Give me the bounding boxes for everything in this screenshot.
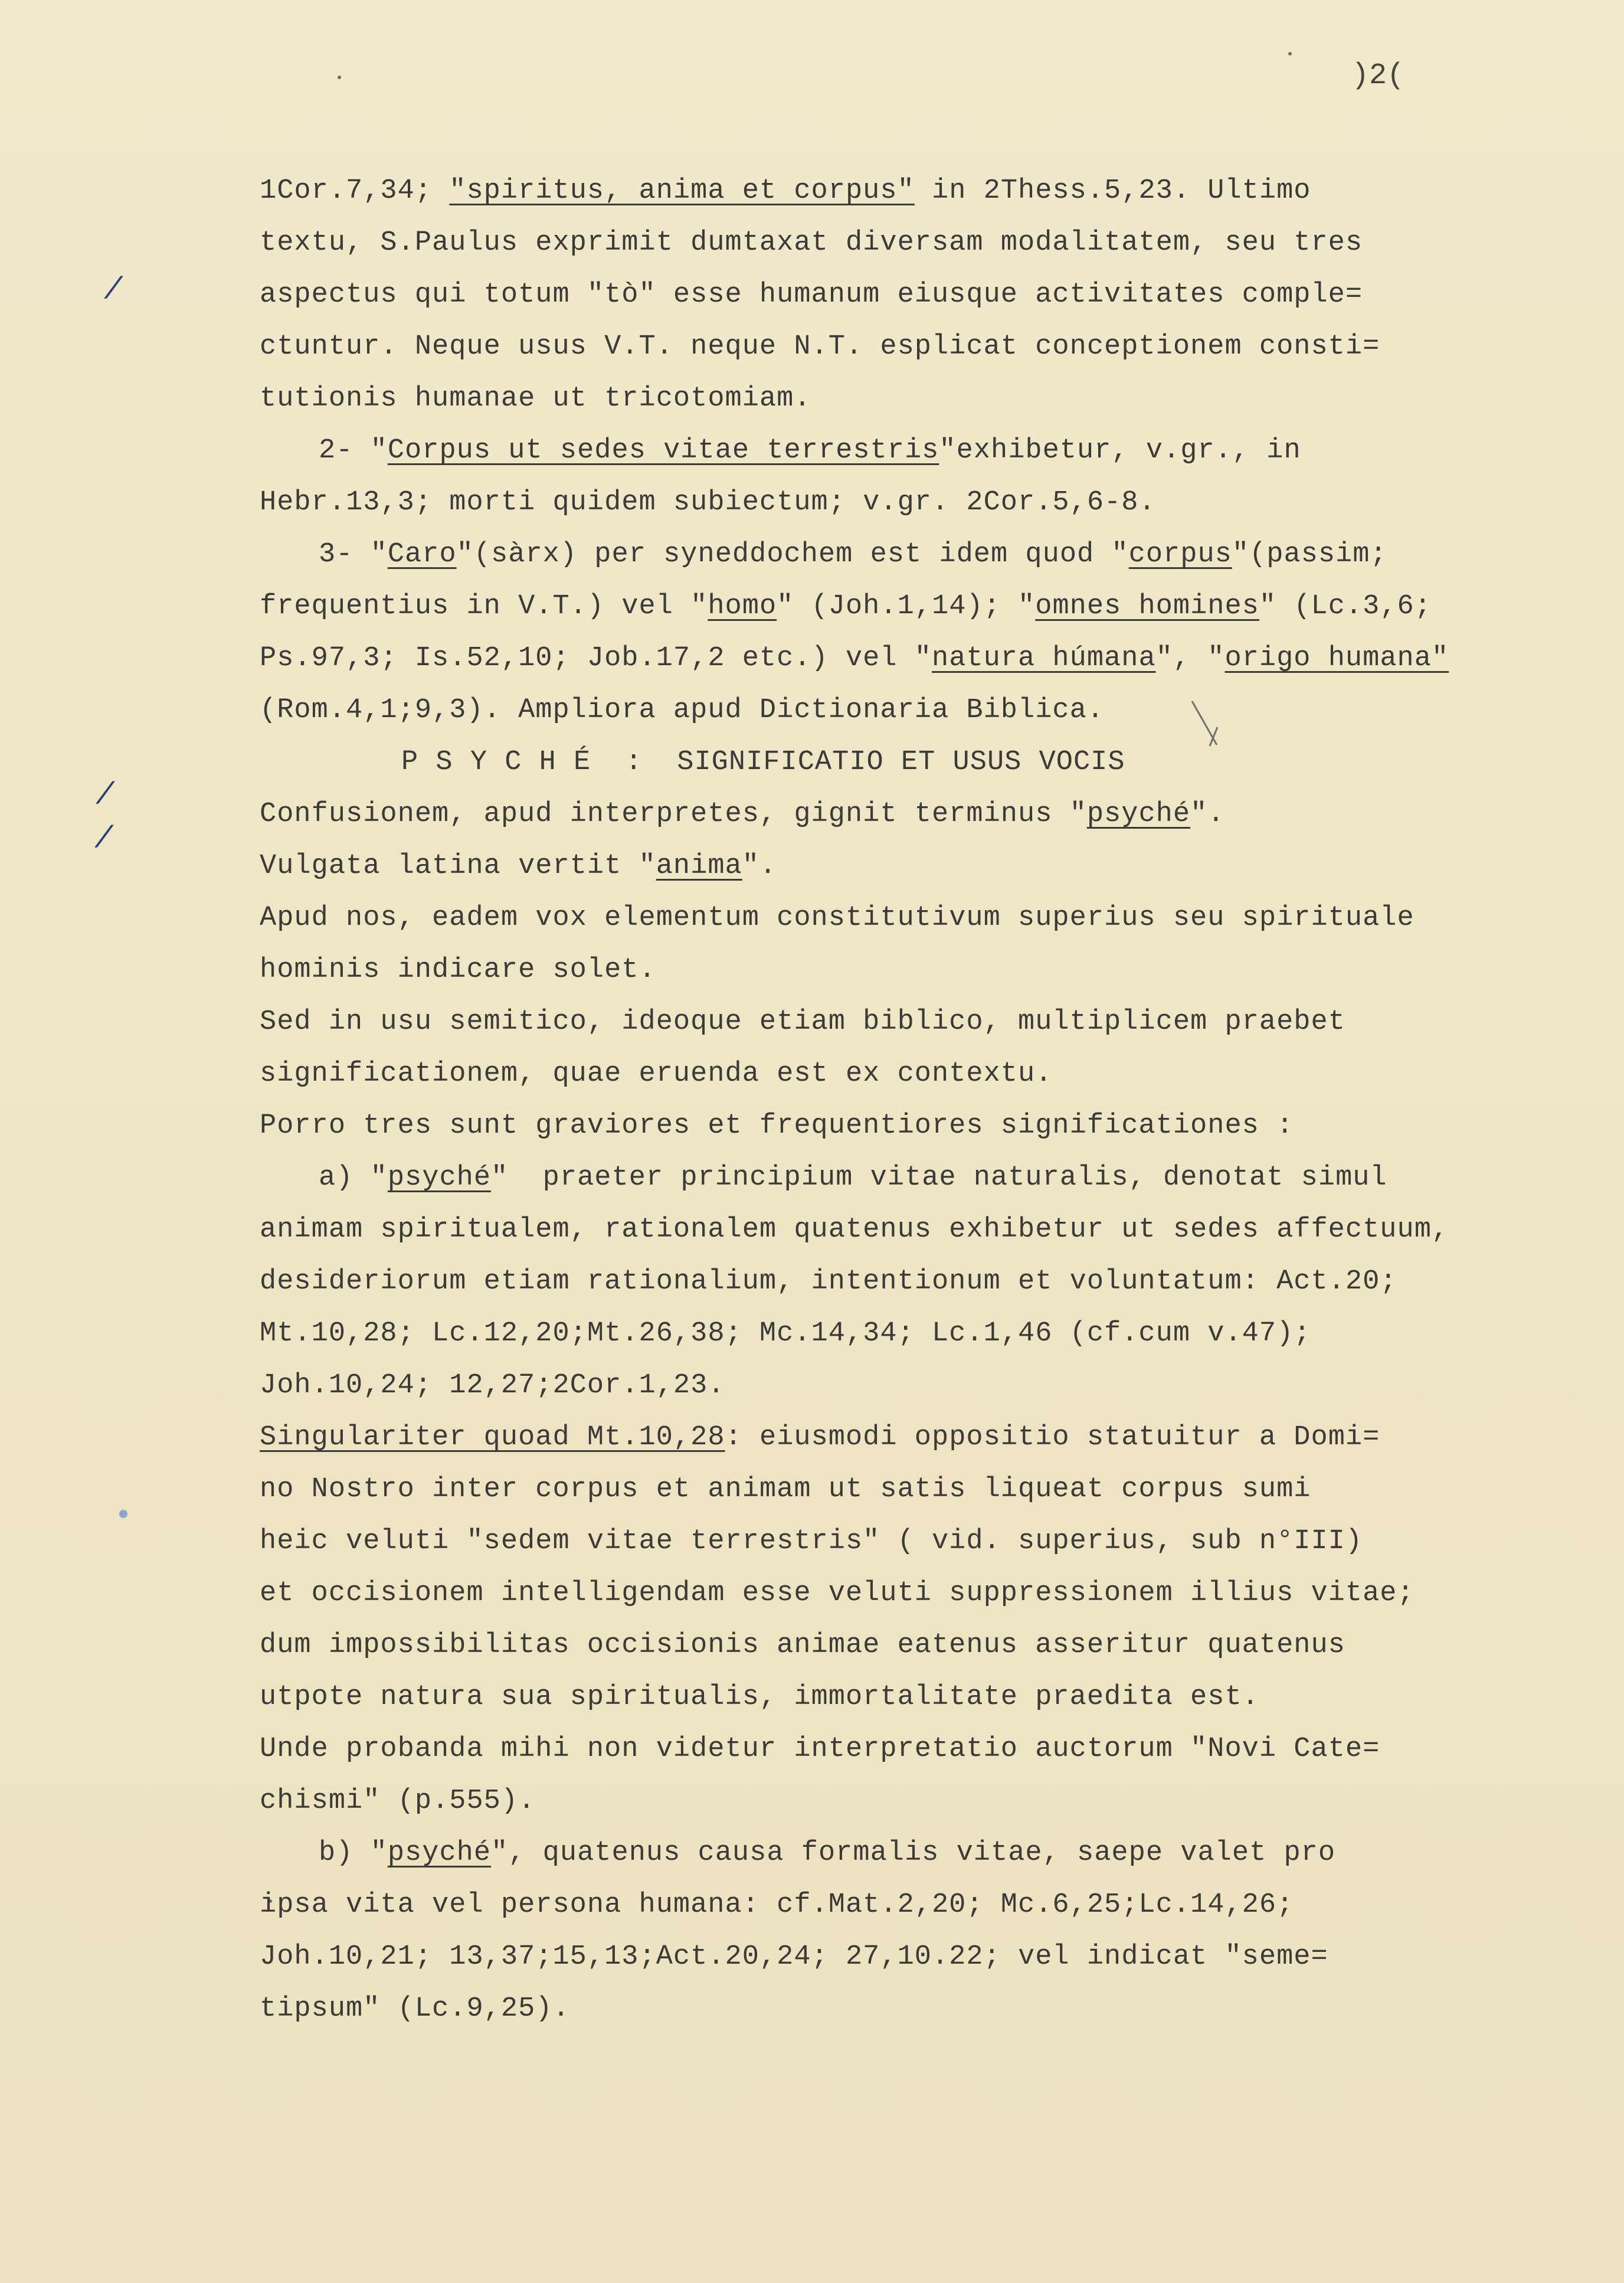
text-line bbox=[260, 1256, 1523, 1308]
text-line bbox=[260, 1412, 1523, 1464]
text-segment: in 2Thess.5,23. Ultimo bbox=[914, 175, 1311, 207]
underlined-text: homo bbox=[708, 591, 777, 622]
typed-text-body bbox=[260, 165, 1523, 2035]
ink-dot bbox=[338, 76, 341, 79]
text-segment: Joh.10,24; 12,27;2Cor.1,23. bbox=[260, 1370, 725, 1401]
blue-ink-speck bbox=[119, 1510, 127, 1518]
text-line bbox=[260, 1879, 1523, 1931]
text-line bbox=[260, 1931, 1523, 1983]
text-segment: "(passim; bbox=[1232, 539, 1387, 570]
underlined-text: psyché bbox=[1086, 799, 1191, 830]
text-line bbox=[260, 373, 1523, 425]
text-segment: 2- " bbox=[319, 435, 388, 466]
text-line bbox=[260, 633, 1523, 685]
text-line bbox=[260, 1568, 1523, 1620]
underlined-text: Caro bbox=[387, 539, 457, 570]
text-line bbox=[260, 996, 1523, 1048]
text-line bbox=[260, 1983, 1523, 2035]
text-segment: Hebr.13,3; morti quidem subiectum; v.gr. 2Cor.5,6-8. bbox=[260, 487, 1156, 518]
text-line bbox=[260, 685, 1523, 737]
text-line bbox=[260, 1516, 1523, 1568]
text-segment: ctuntur. Neque usus V.T. neque N.T. esplicat conceptionem consti= bbox=[260, 331, 1380, 362]
text-segment: ". bbox=[1190, 799, 1225, 830]
text-segment: Mt.10,28; Lc.12,20;Mt.26,38; Mc.14,34; Lc.1,46 (cf.cum v.47); bbox=[260, 1318, 1311, 1349]
text-segment: 1Cor.7,34; bbox=[260, 175, 450, 207]
text-segment: aspectus qui totum "tò" esse humanum eiusque activitates comple= bbox=[260, 279, 1363, 310]
text-line bbox=[260, 1723, 1523, 1775]
text-segment: dum impossibilitas occisionis animae eatenus asseritur quatenus bbox=[260, 1630, 1345, 1661]
underlined-text: natura húmana bbox=[931, 643, 1156, 674]
text-line bbox=[260, 1308, 1523, 1360]
underlined-text: Corpus ut sedes vitae terrestris bbox=[387, 435, 939, 466]
text-line bbox=[260, 1048, 1523, 1100]
text-segment: no Nostro inter corpus et animam ut satis liqueat corpus sumi bbox=[260, 1474, 1311, 1505]
text-line bbox=[260, 269, 1523, 321]
text-line bbox=[260, 165, 1523, 217]
text-segment: et occisionem intelligendam esse veluti suppressionem illius vitae; bbox=[260, 1578, 1415, 1609]
text-segment: hominis indicare solet. bbox=[260, 954, 656, 986]
underlined-text: omnes homines bbox=[1035, 591, 1259, 622]
text-segment: b) " bbox=[319, 1837, 388, 1869]
text-line bbox=[260, 529, 1523, 581]
text-line bbox=[260, 840, 1523, 892]
text-segment: ", quatenus causa formalis vitae, saepe valet pro bbox=[491, 1837, 1336, 1869]
margin-pencil-mark: / bbox=[96, 778, 114, 813]
text-line bbox=[260, 944, 1523, 996]
text-segment: Unde probanda mihi non videtur interpretatio auctorum "Novi Cate= bbox=[260, 1733, 1380, 1765]
text-segment: (Rom.4,1;9,3). Ampliora apud Dictionaria Biblica. bbox=[260, 695, 1105, 726]
text-segment: ", " bbox=[1155, 643, 1225, 674]
text-segment: significationem, quae eruenda est ex contextu. bbox=[260, 1058, 1053, 1090]
text-segment: Confusionem, apud interpretes, gignit terminus " bbox=[260, 799, 1087, 830]
text-segment: 3- " bbox=[319, 539, 388, 570]
text-line bbox=[260, 217, 1523, 269]
text-line bbox=[260, 1775, 1523, 1827]
underlined-text: psyché bbox=[387, 1837, 492, 1869]
text-segment: "exhibetur, v.gr., in bbox=[939, 435, 1301, 466]
text-segment: desideriorum etiam rationalium, intentionum et voluntatum: Act.20; bbox=[260, 1266, 1397, 1297]
text-line bbox=[260, 1827, 1523, 1879]
text-line bbox=[260, 477, 1523, 529]
text-segment: " (Joh.1,14); " bbox=[777, 591, 1036, 622]
text-segment: Porro tres sunt graviores et frequentiores significationes : bbox=[260, 1110, 1294, 1142]
underlined-text: Singulariter quoad Mt.10,28 bbox=[260, 1422, 725, 1453]
text-segment: ". bbox=[742, 851, 777, 882]
text-line bbox=[260, 581, 1523, 633]
text-line bbox=[260, 1204, 1523, 1256]
text-line bbox=[260, 1360, 1523, 1412]
text-segment: tipsum" (Lc.9,25). bbox=[260, 1993, 570, 2024]
underlined-text: corpus bbox=[1128, 539, 1232, 570]
text-segment: tutionis humanae ut tricotomiam. bbox=[260, 383, 811, 414]
text-line bbox=[260, 892, 1523, 944]
text-segment: Apud nos, eadem vox elementum constitutivum superius seu spirituale bbox=[260, 902, 1415, 934]
text-line bbox=[260, 1152, 1523, 1204]
text-line bbox=[260, 1464, 1523, 1516]
margin-pencil-mark: / bbox=[104, 273, 123, 308]
text-line bbox=[260, 1100, 1523, 1152]
ink-dot bbox=[1288, 52, 1292, 55]
text-line bbox=[260, 321, 1523, 373]
text-segment: utpote natura sua spiritualis, immortalitate praedita est. bbox=[260, 1682, 1259, 1713]
text-segment: Sed in usu semitico, ideoque etiam biblico, multiplicem praebet bbox=[260, 1006, 1345, 1038]
margin-pencil-mark: / bbox=[94, 822, 113, 856]
text-segment: animam spiritualem, rationalem quatenus exhibetur ut sedes affectuum, bbox=[260, 1214, 1449, 1245]
page-number: )2( bbox=[1351, 59, 1405, 93]
underlined-text: psyché bbox=[387, 1162, 492, 1193]
text-segment: heic veluti "sedem vitae terrestris" ( vid. superius, sub n°III) bbox=[260, 1526, 1363, 1557]
text-segment: P S Y C H É : SIGNIFICATIO ET USUS VOCIS bbox=[401, 747, 1125, 778]
underlined-text: origo humana" bbox=[1224, 643, 1449, 674]
text-segment: textu, S.Paulus exprimit dumtaxat diversam modalitatem, seu tres bbox=[260, 227, 1363, 259]
text-segment: Vulgata latina vertit " bbox=[260, 851, 656, 882]
text-segment: " praeter principium vitae naturalis, denotat simul bbox=[491, 1162, 1387, 1193]
text-segment: a) " bbox=[319, 1162, 388, 1193]
text-line bbox=[260, 1672, 1523, 1723]
section-heading bbox=[260, 737, 1523, 789]
text-line bbox=[260, 789, 1523, 840]
underlined-text: "spiritus, anima et corpus" bbox=[449, 175, 915, 207]
text-segment: "(sàrx) per syneddochem est idem quod " bbox=[456, 539, 1129, 570]
text-segment: : eiusmodi oppositio statuitur a Domi= bbox=[725, 1422, 1380, 1453]
text-segment: frequentius in V.T.) vel " bbox=[260, 591, 708, 622]
text-line bbox=[260, 1620, 1523, 1672]
text-segment: Joh.10,21; 13,37;15,13;Act.20,24; 27,10.22; vel indicat "seme= bbox=[260, 1941, 1328, 1973]
text-segment: Ps.97,3; Is.52,10; Job.17,2 etc.) vel " bbox=[260, 643, 932, 674]
text-segment: ipsa vita vel persona humana: cf.Mat.2,20; Mc.6,25;Lc.14,26; bbox=[260, 1889, 1294, 1921]
text-segment: " (Lc.3,6; bbox=[1259, 591, 1432, 622]
text-line bbox=[260, 425, 1523, 477]
text-segment: chismi" (p.555). bbox=[260, 1785, 536, 1817]
underlined-text: anima bbox=[656, 851, 742, 882]
